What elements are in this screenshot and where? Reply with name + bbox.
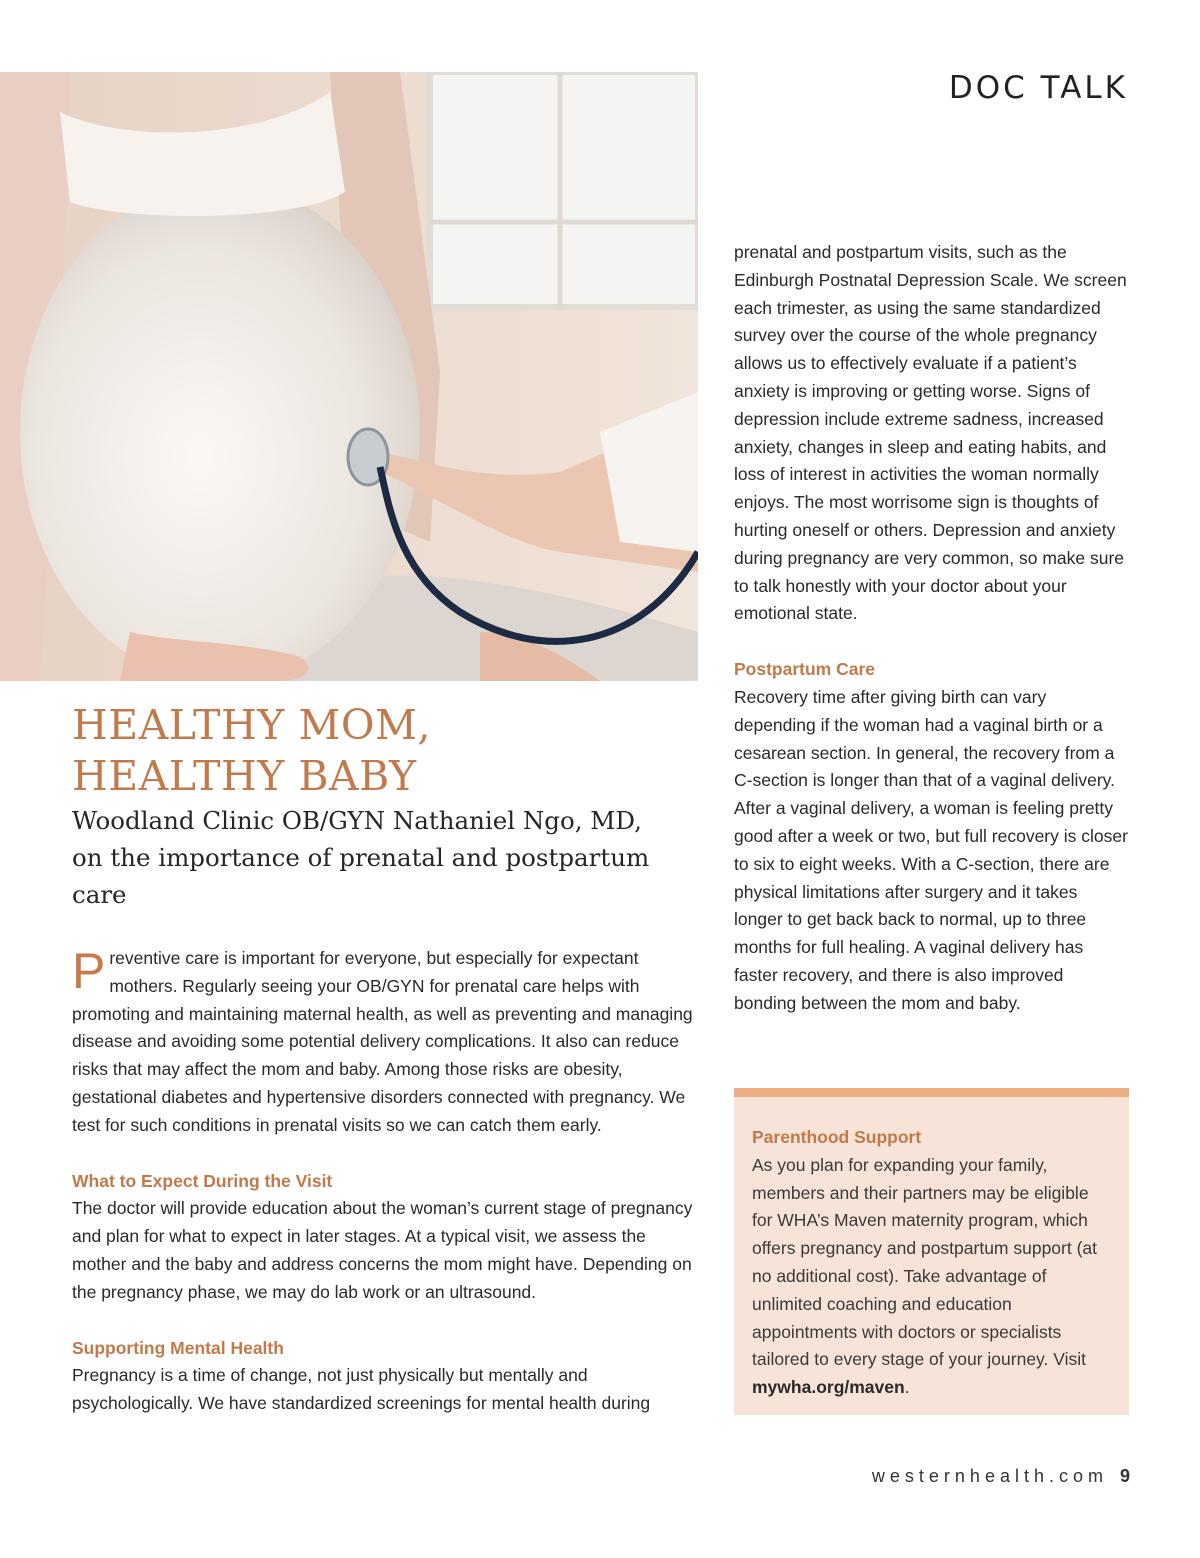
sidebar-end: . xyxy=(904,1377,910,1398)
right-column xyxy=(734,239,1130,1018)
article-subtitle: Woodland Clinic OB/GYN Nathaniel Ngo, MD, on the importance of prenatal and postpartum care xyxy=(72,806,650,909)
mental-health-heading: Supporting Mental Health xyxy=(72,1337,284,1358)
sidebar-body xyxy=(752,1152,1111,1402)
article-title xyxy=(72,700,692,802)
intro-text: reventive care is important for everyone, but especially for expectant mothers. Regularly seeing your OB/GYN for prenatal care helps with promoting and maintaining maternal health, as well as preventing and managing disease and avoiding some potential delivery complications. It also can reduce risks that may affect the mom and baby. Among those risks are obesity, gestational diabetes and hypertensive disorders connected with pregnancy. We test for such conditions in prenatal visits so we can catch them early. xyxy=(72,948,693,1135)
visit-body: The doctor will provide education about the woman’s current stage of pregnancy and plan for what to expect in later stages. At a typical visit, we assess the mother and the baby and address concerns the mom might have. Depending on the pregnancy phase, we may do lab work or an ultrasound. xyxy=(72,1198,693,1302)
parenthood-support-box xyxy=(734,1088,1129,1415)
page-number: 9 xyxy=(1119,1466,1130,1486)
sidebar-text: As you plan for expanding your family, members and their partners may be eligible for WHA’s Maven maternity program, which offers pregnancy and postpartum support (at no additional cost). Take advantage of unlimited coaching and education appointments with doctors or specialists tailored to every stage of your journey. Visit xyxy=(752,1154,1098,1370)
postpartum-body: Recovery time after giving birth can vary depending if the woman had a vaginal birth or a cesarean section. In general, the recovery from a C-section is longer than that of a vaginal delivery. After a vaginal delivery, a woman is feeling pretty good after a week or two, but full recovery is closer to six to eight weeks. With a C-section, there are physical limitations after surgery and it takes longer to get back back to normal, up to three months for full healing. A vaginal delivery has faster recovery, and there is also improved bonding between the mom and baby. xyxy=(734,686,1128,1013)
mental-health-body: Pregnancy is a time of change, not just physically but mentally and psychologically. We have standardized screenings for mental health during xyxy=(72,1365,651,1414)
left-column xyxy=(72,945,700,1418)
visit-heading: What to Expect During the Visit xyxy=(72,1170,333,1191)
section-label: DOC TALK xyxy=(948,70,1128,106)
footer-site[interactable]: westernhealth.com xyxy=(871,1466,1108,1486)
mental-health-body-continued: prenatal and postpartum visits, such as the Edinburgh Postnatal Depression Scale. We screen each trimester, as using the same standardized survey over the course of the whole pregnancy allows us to effectively evaluate if a patient’s anxiety is improving or getting worse. Signs of depression include extreme sadness, increased anxiety, changes in sleep and eating habits, and loss of interest in activities the woman normally enjoys. The most worrisome sign is thoughts of hurting oneself or others. Depression and anxiety during pregnancy are very common, so make sure to talk honestly with your doctor about your emotional state. xyxy=(734,242,1127,624)
drop-cap: P xyxy=(72,943,106,999)
intro-paragraph xyxy=(72,945,700,1140)
hero-photo xyxy=(0,72,698,681)
title-line-1: HEALTHY MOM, xyxy=(72,701,431,749)
page-footer xyxy=(872,1466,1130,1487)
title-line-2: HEALTHY BABY xyxy=(72,752,417,800)
sidebar-title: Parenthood Support xyxy=(752,1127,922,1147)
postpartum-heading: Postpartum Care xyxy=(734,659,876,680)
maven-link[interactable]: mywha.org/maven xyxy=(752,1377,905,1398)
